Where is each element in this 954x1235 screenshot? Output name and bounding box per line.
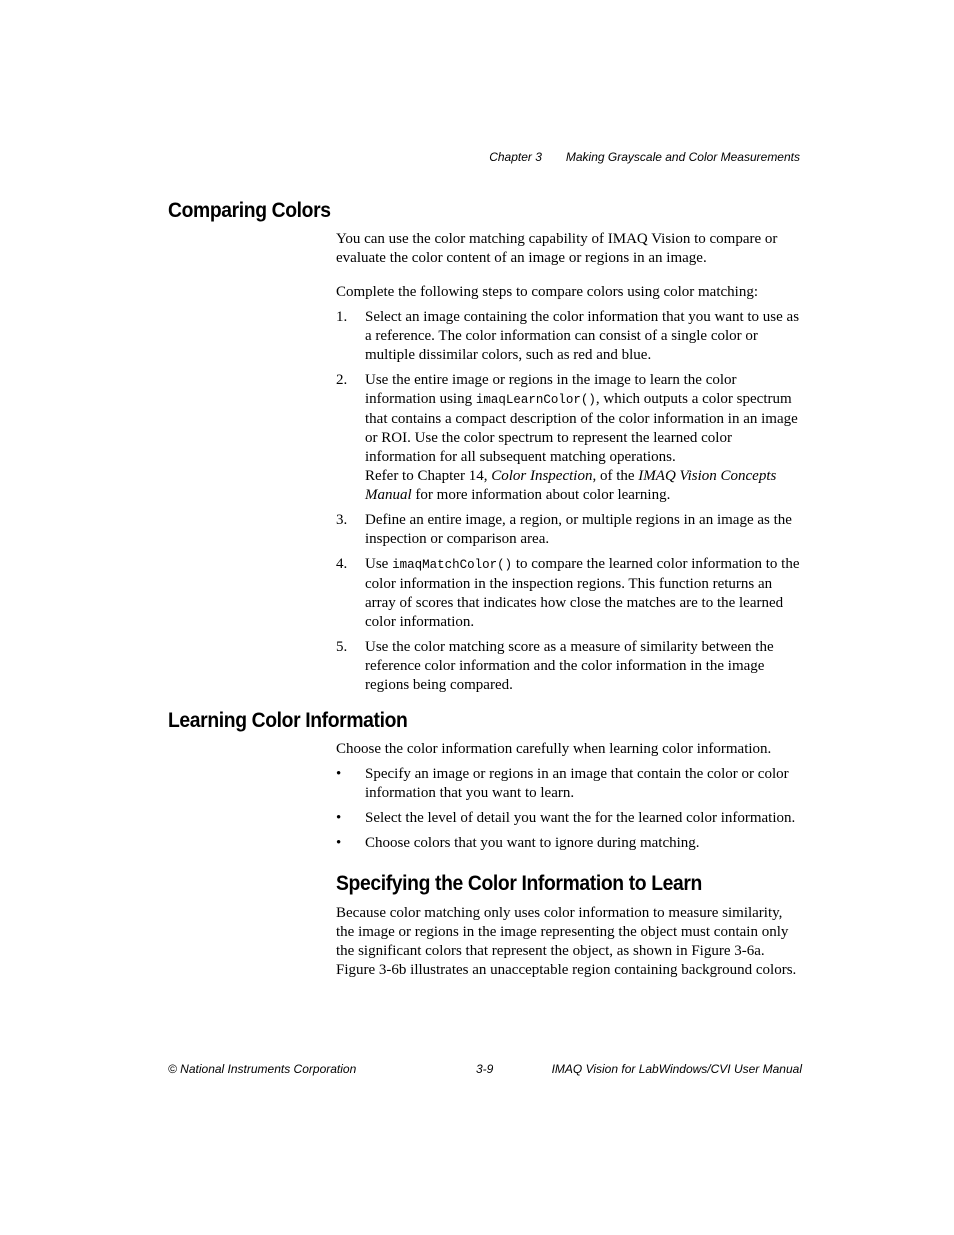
steps-intro: Complete the following steps to compare colors using color matching: (336, 284, 758, 300)
comparing-steps-list (336, 308, 802, 701)
learning-bullet-list (336, 765, 802, 859)
step-reference (365, 468, 776, 503)
reference-manual-title: IMAQ Vision Concepts Manual (365, 468, 777, 503)
list-item (336, 555, 802, 632)
step-text-part: Use the entire image or regions in the image to learn the color information using (365, 372, 737, 407)
chapter-title: Making Grayscale and Color Measurements (565, 150, 800, 164)
comparing-intro-block (336, 230, 802, 268)
heading-learning-color-information: Learning Color Information (168, 709, 408, 732)
specifying-text-block (336, 904, 802, 980)
list-item (336, 834, 802, 853)
step-text-part: , which outputs a color spectrum that contains a compact description of the color information in an image or ROI. Use the color spectrum to represent the learned color information for all subsequent matching operations. (365, 391, 798, 465)
step-text (365, 372, 798, 465)
step-text: Use the color matching score as a measure of similarity between the reference color information and the color information in the image regions being compared. (365, 639, 774, 693)
comparing-intro: You can use the color matching capability of IMAQ Vision to compare or evaluate the color content of an image or regions in an image. (336, 231, 778, 266)
step-text: Select an image containing the color information that you want to use as a reference. The color information can consist of a single color or multiple dissimilar colors, such as red and blue. (365, 309, 800, 363)
step-text (365, 556, 800, 630)
page-number: 3-9 (476, 1062, 494, 1076)
bullet-marker: • (336, 766, 342, 782)
heading-specifying-color-information: Specifying the Color Information to Learn (336, 872, 702, 895)
specifying-text: Because color matching only uses color information to measure similarity, the image or regions in the image representing the object must contain only the significant colors that represent the object, as shown in Figure 3-6a. Figure 3-6b illustrates an unacceptable region containing background colors. (336, 905, 797, 978)
reference-chapter-title: Color Inspection (491, 468, 593, 484)
list-item (336, 308, 802, 365)
step-text: Define an entire image, a region, or multiple regions in an image as the inspection or comparison area. (365, 512, 792, 547)
bullet-text: Select the level of detail you want the for the learned color information. (365, 810, 796, 826)
step-text-part: to compare the learned color information to the color information in the inspection regions. This function returns an array of scores that indicates how close the matches are to the learned color information. (365, 556, 800, 630)
list-item (336, 809, 802, 828)
step-number: 3. (336, 512, 348, 528)
step-number: 5. (336, 639, 348, 655)
step-number: 1. (336, 309, 348, 325)
step-text-part: Use (365, 556, 393, 572)
bullet-marker: • (336, 810, 342, 826)
footer-copyright: © National Instruments Corporation (168, 1062, 357, 1076)
reference-text: , of the (592, 468, 639, 484)
bullet-text: Choose colors that you want to ignore during matching. (365, 835, 700, 851)
reference-text: Refer to Chapter 14, (365, 468, 492, 484)
step-number: 2. (336, 372, 348, 388)
list-item (336, 371, 802, 505)
heading-comparing-colors: Comparing Colors (168, 199, 331, 222)
list-item (336, 511, 802, 549)
footer-manual-title: IMAQ Vision for LabWindows/CVI User Manual (551, 1062, 802, 1076)
reference-text: for more information about color learning. (411, 487, 671, 503)
function-name-learn-color: imaqLearnColor() (475, 393, 596, 407)
step-number: 4. (336, 556, 348, 572)
learning-intro: Choose the color information carefully when learning color information. (336, 741, 772, 757)
bullet-marker: • (336, 835, 342, 851)
running-header (489, 150, 800, 164)
list-item (336, 638, 802, 695)
learning-intro-block (336, 740, 802, 759)
function-name-match-color: imaqMatchColor() (392, 558, 513, 572)
bullet-text: Specify an image or regions in an image that contain the color or color information that you want to learn. (365, 766, 789, 801)
list-item (336, 765, 802, 803)
chapter-number: Chapter 3 (489, 150, 542, 164)
steps-intro-block (336, 283, 802, 302)
